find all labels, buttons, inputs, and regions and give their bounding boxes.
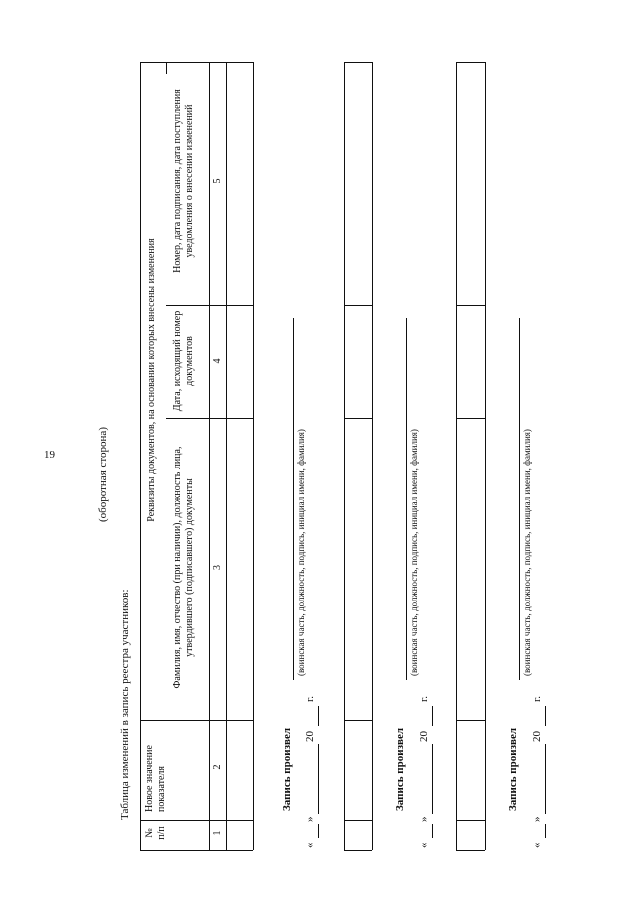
date-close-quote: » bbox=[418, 816, 430, 822]
col-number-5: 5 bbox=[212, 178, 223, 184]
page-subtitle: (оборотная сторона) bbox=[97, 427, 109, 522]
year-suffix: г. bbox=[531, 695, 543, 702]
page-number: 19 bbox=[44, 449, 55, 461]
col4-header: Дата, исходящий номер документов bbox=[172, 310, 195, 412]
record-label: Запись произвел bbox=[281, 728, 293, 811]
col-number-4: 4 bbox=[212, 358, 223, 364]
date-open-quote: « bbox=[304, 842, 316, 848]
record-caption: (воинская часть, должность, подпись, инициал имени, фамилия) bbox=[409, 429, 419, 676]
col1-header: № п/п bbox=[144, 826, 167, 840]
record-label: Запись произвел bbox=[394, 728, 406, 811]
col3-header: Фамилия, имя, отчество (при наличии), должность лица, утвердившего (подписавшего) документы bbox=[172, 446, 195, 689]
table-title: Таблица изменений в запись реестра участников: bbox=[119, 589, 131, 820]
col-number-3: 3 bbox=[212, 565, 223, 570]
col5-header: Номер, дата подписания, дата поступления уведомления о внесении изменений bbox=[172, 89, 195, 273]
year-prefix: 20 bbox=[531, 731, 543, 742]
record-caption: (воинская часть, должность, подпись, инициал имени, фамилия) bbox=[522, 429, 532, 676]
year-suffix: г. bbox=[418, 695, 430, 702]
record-caption: (воинская часть, должность, подпись, инициал имени, фамилия) bbox=[296, 429, 306, 676]
year-suffix: г. bbox=[304, 695, 316, 702]
col2-header: Новое значение показателя bbox=[144, 745, 167, 812]
date-close-quote: » bbox=[304, 816, 316, 822]
date-close-quote: » bbox=[531, 816, 543, 822]
date-open-quote: « bbox=[418, 842, 430, 848]
year-prefix: 20 bbox=[304, 731, 316, 742]
year-prefix: 20 bbox=[418, 731, 430, 742]
col-number-1: 1 bbox=[212, 830, 223, 836]
date-open-quote: « bbox=[531, 842, 543, 848]
col-number-2: 2 bbox=[212, 764, 223, 770]
group-header: Реквизиты документов, на основании которых внесены изменения bbox=[146, 238, 157, 522]
record-label: Запись произвел bbox=[507, 728, 519, 811]
